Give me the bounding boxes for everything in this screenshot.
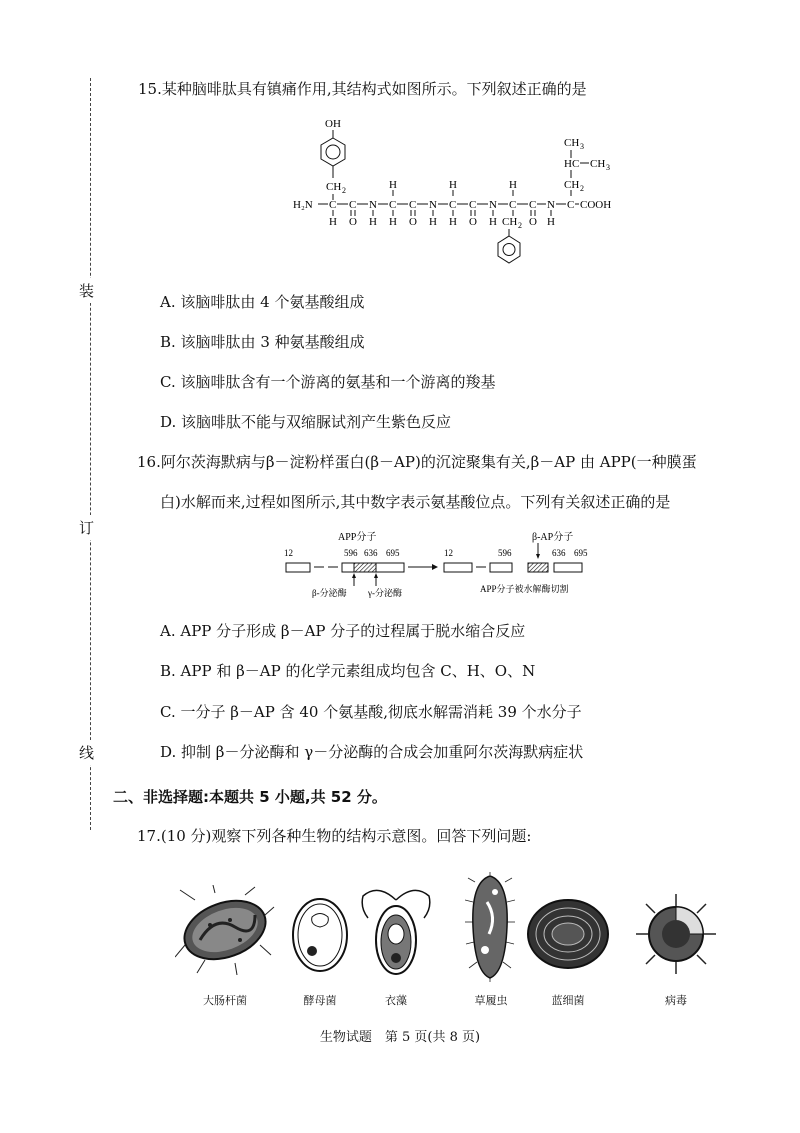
svg-text:O: O — [529, 216, 537, 228]
label-chlamydomonas: 衣藻 — [385, 994, 407, 1007]
label-yeast: 酵母菌 — [303, 994, 337, 1007]
svg-text:H: H — [389, 216, 397, 228]
formula-ch2-1: CH — [326, 181, 342, 193]
app-label: APP分子 — [338, 532, 377, 543]
svg-text:N: N — [547, 199, 555, 211]
tyrosine-benzene-ring — [321, 138, 345, 166]
q17-stem: 17.(10 分)观察下列各种生物的结构示意图。回答下列问题: — [137, 827, 532, 845]
svg-text:H: H — [329, 216, 337, 228]
formula-oh: OH — [325, 118, 341, 130]
formula-ch2-3: CH — [564, 179, 580, 191]
binding-char-ding: 订 — [79, 515, 94, 540]
label-virus: 病毒 — [665, 994, 687, 1007]
chlamydomonas-illustration — [358, 878, 434, 978]
svg-text:695: 695 — [574, 548, 588, 558]
svg-text:H: H — [489, 216, 497, 228]
cleavage-caption: APP分子被水解酶切割 — [480, 584, 569, 594]
svg-text:O: O — [409, 216, 417, 228]
svg-text:H: H — [429, 216, 437, 228]
section-2-heading: 二、非选择题:本题共 5 小题,共 52 分。 — [113, 788, 387, 806]
beta-ap-fragment — [528, 563, 548, 572]
svg-text:C: C — [567, 199, 575, 211]
svg-text:12: 12 — [444, 548, 453, 558]
q15-option-d: D. 该脑啡肽不能与双缩脲试剂产生紫色反应 — [160, 413, 452, 431]
svg-text:C: C — [469, 199, 477, 211]
svg-text:636: 636 — [552, 548, 566, 558]
label-cyanobacteria: 蓝细菌 — [551, 994, 585, 1007]
phenylalanine-benzene-ring — [498, 236, 520, 263]
app-left-segment — [286, 563, 310, 572]
beta-ap-label: β-AP分子 — [532, 532, 574, 543]
q16-option-d: D. 抑制 β－分泌酶和 γ－分泌酶的合成会加重阿尔茨海默病症状 — [160, 743, 584, 761]
app-beta-ap-region — [354, 563, 376, 572]
svg-text:N: N — [429, 199, 437, 211]
svg-text:695: 695 — [386, 548, 400, 558]
label-e-coli: 大肠杆菌 — [203, 994, 247, 1007]
binding-dashed-line — [90, 78, 91, 830]
label-paramecium: 草履虫 — [474, 994, 508, 1007]
cyanobacteria-illustration — [526, 898, 610, 970]
q16-option-a: A. APP 分子形成 β－AP 分子的过程属于脱水缩合反应 — [160, 622, 526, 640]
svg-text:O: O — [469, 216, 477, 228]
svg-text:C: C — [349, 199, 357, 211]
formula-ch3-side: CH — [590, 158, 606, 170]
svg-text:C: C — [529, 199, 537, 211]
binding-char-xian: 线 — [79, 740, 94, 765]
q15-option-a: A. 该脑啡肽由 4 个氨基酸组成 — [160, 293, 365, 311]
svg-text:12: 12 — [284, 548, 293, 558]
svg-text:C: C — [449, 199, 457, 211]
svg-text:H: H — [369, 216, 377, 228]
svg-text:3: 3 — [580, 142, 584, 151]
svg-text:N: N — [369, 199, 377, 211]
formula-h2n: H₂N — [293, 199, 313, 211]
virus-illustration — [634, 892, 718, 976]
q15-option-b: B. 该脑啡肽由 3 种氨基酸组成 — [160, 333, 365, 351]
svg-text:HC: HC — [564, 158, 580, 170]
formula-ch3-top: CH — [564, 137, 580, 149]
q16-option-b: B. APP 和 β－AP 的化学元素组成均包含 C、H、O、N — [160, 662, 536, 680]
q16-stem-line2: 白)水解而来,过程如图所示,其中数字表示氨基酸位点。下列有关叙述正确的是 — [160, 493, 671, 511]
svg-text:3: 3 — [606, 163, 610, 172]
formula-ch2-2: CH — [502, 216, 518, 228]
svg-text:C: C — [409, 199, 417, 211]
svg-text:C: C — [389, 199, 397, 211]
svg-text:C: C — [509, 199, 517, 211]
svg-text:596: 596 — [498, 548, 512, 558]
svg-text:2: 2 — [580, 184, 584, 193]
yeast-illustration — [290, 895, 350, 975]
formula-cooh: COOH — [580, 199, 612, 211]
q15-option-c: C. 该脑啡肽含有一个游离的氨基和一个游离的羧基 — [160, 373, 496, 391]
svg-text:H: H — [509, 179, 517, 191]
q15-stem: 15.某种脑啡肽具有镇痛作用,其结构式如图所示。下列叙述正确的是 — [138, 80, 587, 98]
binding-char-zhuang: 装 — [79, 278, 94, 303]
q16-stem-line1: 16.阿尔茨海默病与β－淀粉样蛋白(β－AP)的沉淀聚集有关,β－AP 由 APP(一种膜蛋 — [137, 453, 697, 471]
svg-text:N: N — [489, 199, 497, 211]
beta-secretase-label: β-分泌酶 — [312, 588, 347, 598]
paramecium-illustration — [465, 872, 515, 982]
svg-text:2: 2 — [342, 186, 346, 195]
svg-text:C: C — [329, 199, 337, 211]
svg-text:2: 2 — [518, 221, 522, 230]
svg-text:H: H — [547, 216, 555, 228]
svg-text:636: 636 — [364, 548, 378, 558]
svg-text:H: H — [389, 179, 397, 191]
svg-text:596: 596 — [344, 548, 358, 558]
svg-text:H: H — [449, 179, 457, 191]
e-coli-illustration — [175, 885, 275, 975]
svg-text:O: O — [349, 216, 357, 228]
q15-structural-formula — [288, 112, 618, 272]
q16-option-c: C. 一分子 β－AP 含 40 个氨基酸,彻底水解需消耗 39 个水分子 — [160, 703, 582, 721]
page-footer: 生物试题 第 5 页(共 8 页) — [319, 1030, 481, 1045]
svg-text:H: H — [449, 216, 457, 228]
gamma-secretase-label: γ-分泌酶 — [368, 588, 402, 598]
q16-app-cleavage-diagram — [282, 530, 622, 600]
